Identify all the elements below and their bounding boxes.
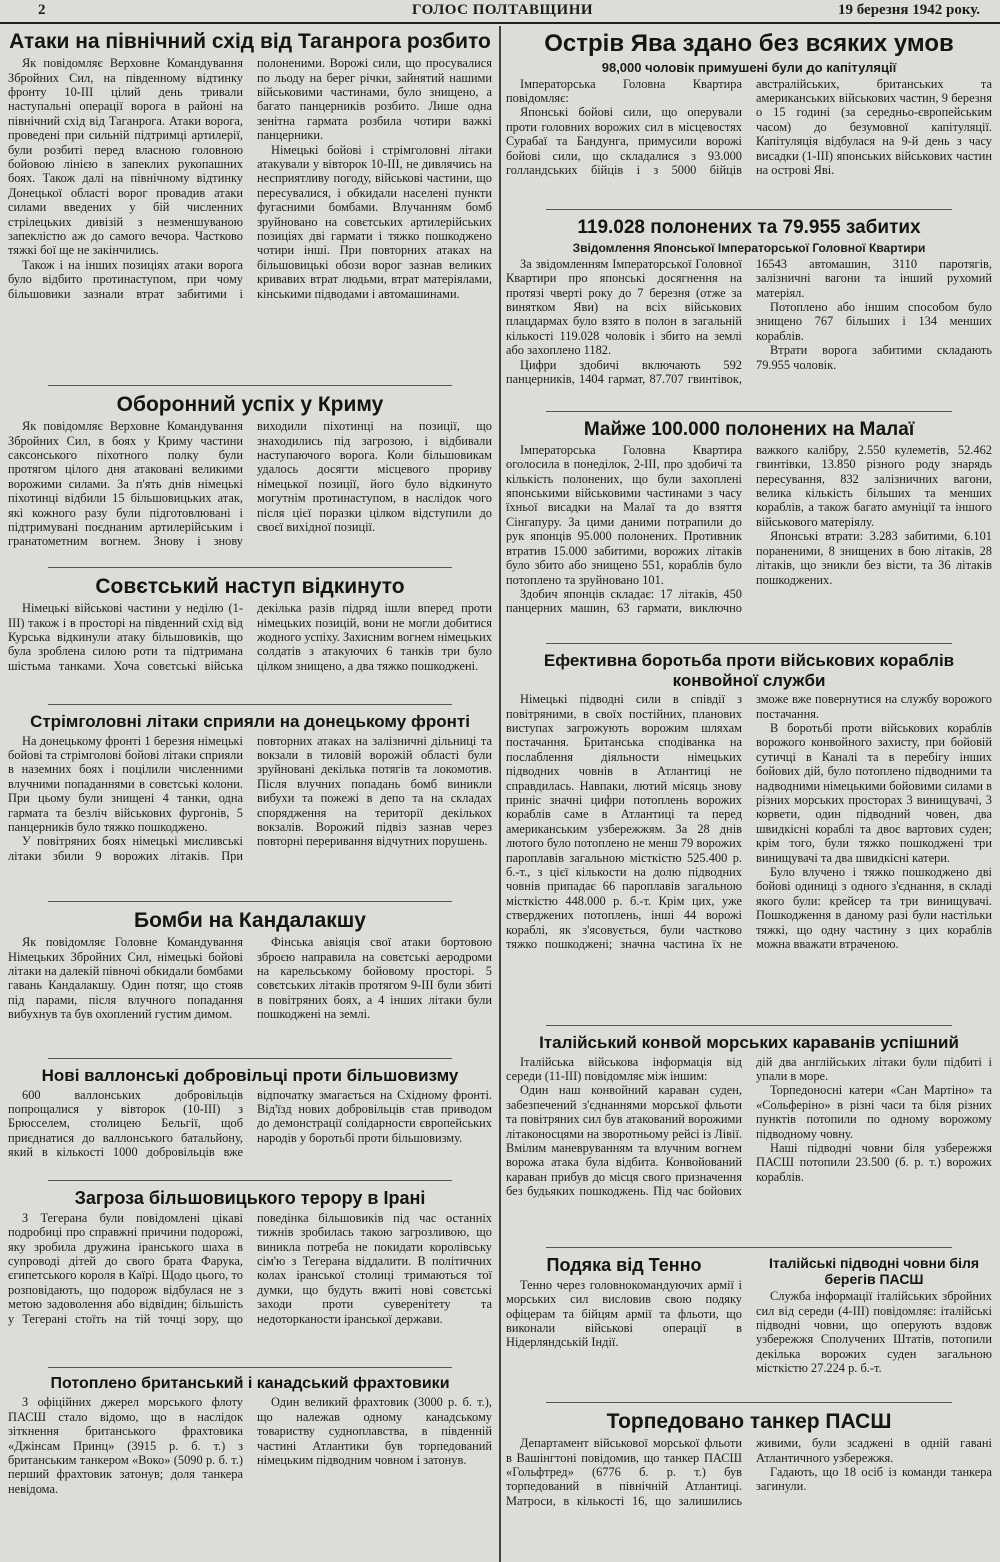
article-headline: Атаки на північний схід від Таганрога розбито (9, 30, 491, 53)
article-body (8, 56, 492, 301)
right-column (506, 26, 992, 1516)
article-separator (546, 1247, 952, 1248)
article-malaya (506, 415, 992, 640)
article-separator (48, 1180, 452, 1181)
newspaper-title: ГОЛОС ПОЛТАВЩИНИ (412, 2, 594, 18)
article-crimea (8, 389, 492, 564)
article-body (506, 1055, 992, 1199)
article-body (8, 935, 492, 1021)
article-java (506, 26, 992, 206)
article-separator (546, 411, 952, 412)
article-paragraph: Потоплено або іншим способом було знищено 767 більших і 134 менших кораблів. (756, 300, 992, 343)
article-paragraph: Один наш конвойний караван суден, забезпечений з'єднаннями морської фльоти та повітряних сил був атакований ворожими літаконосцями на зворотньому рейсі із Лівії. Вмілим маневруванням та влучним вогнем ворожа атака була відбита. Конвойований караван прибув до місця свого призначення без будьяких пошкоджень. Під час бойових дій два англійських літаки були підбиті і упали в море. (506, 1054, 992, 1199)
article-paragraph: Імператорська Головна Квартира оголосила в понеділок, 2-III, про здобичі та кількість полонених, що були захоплені японськими військовими частинами з часу їхньої висадки на Малаї та до взяття Сінгапуру. За цими даними потрапили до рук японців 95.000 полонених. Противник втратив 15.000 забитими, ворожих літаків було збито або знищено 551, кораблів було потоплено та зруйновано 101. (506, 442, 742, 587)
article-body (8, 601, 492, 673)
article-separator (48, 1367, 452, 1368)
article-paragraph: Японські бойові сили, що оперували проти головних ворожих сил в місцевостях Сурабаї та Бандунга, примусили ворожі бойові сили, що складалися з 93.000 голландських бійців і з 5000 бійців австралійських, британських та американських військових частин, 9 березня о 15 годині (за середньо-європейським часом) до безумовної капітуляції. Капітуляція відбулася на 9-й день з часу висадки (1-III) японських військових частин на острові Яві. (506, 76, 992, 178)
article-prisoners (506, 213, 992, 408)
article-paragraph: Фінська авіяція свої атаки бортовою зброєю направила на совєтські аеродроми на карельському бойовому просторі. 5 совєтських літаків протягом 9-III були збиті в повітряних боях, а 4 інших літаки були пошкоджені на землі. (257, 935, 492, 1022)
article-paragraph: 600 валлонських добровільців попрощалися у вівторок (10-III) з Брюсселем, столицею Бельгії, щоб приєднатися до валлонського батальйону, який в кількості 1000 добровільців вже відпочатку змагається на Східному фронті. Від'їзд нових добровільців став приводом до демонстрації солідарности європейських народів у боротьбі проти більшовизму. (8, 1087, 492, 1160)
article-subheadline: Звідомлення Японської Імператорської Головної Квартири (572, 240, 926, 255)
article-separator (546, 209, 952, 210)
article-kursk (8, 571, 492, 701)
page-number: 2 (38, 2, 46, 18)
article-paragraph: Німецькі військові частини у неділю (1-III) також і в просторі на південний схід від Курська відкинули атаку більшовиків, що була зроблена силою роти та підтримана шістьма танками. Хоча совєтські війська декілька разів підряд ішли вперед проти німецьких позицій, вони не могли добитися жодного успіху. Захисним вогнем німецьких солдатів з атакуючих 6 танків три було цілком знищено, а два тяжко пошкоджені. (8, 601, 492, 673)
article-taganrog (8, 26, 492, 382)
article-paragraph: Один великий фрахтовик (3000 р. б. т.), що належав одному канадському товариству судноплавства, в південній частині Атлантики був торпедований німецьким підводним човном і затонув. (257, 1395, 492, 1468)
article-tanker (506, 1406, 992, 1516)
article-paragraph: Як повідомляє Верховне Командування Збройних Сил, на південному відтинку фронту 10-III цілий день тривали наступальні операції ворога в районі на північний схід від Таганрога. Атаки ворога, проведені при сильній підтримці артилерії, були розбиті перед власною головною бойовою лінією в запеклих рукопашних боях. Також далі на північному відтинку Донецької області ворог провадив атаки силами введених у бій численних стрілецьких дивізій з незменшуваною запеклістю аж до самого вечора. Частково тяжкі бої ще не закінчились. (8, 56, 243, 258)
article-iran (8, 1184, 492, 1364)
article-headline: Острів Ява здано без всяких умов (544, 30, 954, 57)
article-headline: Бомби на Кандалакшу (134, 909, 366, 932)
issue-date: 19 березня 1942 року. (838, 2, 981, 18)
article-headline: 119.028 полонених та 79.955 забитих (577, 217, 921, 238)
article-headline: Італійські підводні човни біля берегів ПАСШ (768, 1255, 980, 1288)
article-body (506, 77, 992, 178)
article-body (506, 257, 992, 387)
article-pair (506, 1251, 992, 1399)
article-separator (48, 385, 452, 386)
article-paragraph: Імператорська Головна Квартира повідомляє: (506, 76, 742, 105)
article-body (506, 1436, 992, 1508)
article-paragraph: Також і на інших позиціях атаки ворога було відбито протинаступом, при чому більшовики зазнали втрат забитими і полоненими. Ворожі сили, що просувалися по льоду на берег річки, зайнятий нашими військовими частинами, було знищено, а багато панцерників розбито. Лише одна зенітна гармата розбила чотири важкі панцерники. (8, 56, 492, 301)
article-paragraph: З Тегерана були повідомлені цікаві подробиці про справжні причини подорожі, яку зробила дружина іранського шаха в супроводі дітей до свого брата Фарука, єгипетського короля в Каїрі. Щодо цього, то розповідають, що подорож відбулася не з метою задоволення або відвідин; більшість у Тегерані стоїть на тій точці зору, що поведінка більшовиків під час останніх тижнів зробилась такою загрозливою, що виникла потреба не покидати королівську сім'ю з Тегерана віддалити. В політичних колах іранської столиці тримаються тої думки, що будуть вжиті нові совєтські заходи проти суверенітету та недоторканости іранської держави. (8, 1210, 492, 1326)
article-tenno (506, 1251, 742, 1350)
article-body (8, 1395, 492, 1496)
article-paragraph: Втрати ворога забитими складають 79.955 чоловік. (756, 343, 992, 372)
article-paragraph: За звідомленням Імператорської Головної Квартири про японські досягнення на протязі чверті року до 7 березня (отже за винятком Яви) на всіх військових плацдармах було взято в полон в загальній кількості 119.028 чоловік і збито на землі або захоплено 1182. (506, 256, 742, 358)
article-headline: Нові валлонські добровільці проти більшовизму (41, 1066, 459, 1085)
article-body (506, 1278, 742, 1350)
masthead (0, 0, 1000, 24)
article-paragraph: Німецькі підводні сили в співдії з повітряними, в своїх постійних, планових виступах загрожують ворожим шляхам постачання. Британська сподіванка на послаблення діяльности німецьких підводних човнів в Атлантиці не справдилась. Навпаки, лютий місяць знову приніс значні цифри потоплень ворожих кораблів саме в Атлантиці та перед американським узбережжям. За 28 днів лютого було потоплено не менш 79 ворожих пароплавів загальною місткістю 525.400 р. б.-т., з цієї кількости на долю підводних човнів припадає 66 пароплавів загальною місткістю 448.000 р. б.-т. Крім цих, уже стверджених потоплень, інші 44 ворожі кораблі, як з'ясовується, були частково тяжко пошкоджені; значна частина їх не зможе вже повернутися на службу ворожого постачання. (506, 692, 992, 951)
article-headline: Загроза більшовицького терору в Ірані (74, 1188, 426, 1208)
article-paragraph: Тенно через головнокомандуючих армії і морських сил висловив свою подяку офіцерам та бійцям армії та фльоти, що виконали військові операції в Нідерляндській Індії. (506, 1277, 742, 1350)
article-paragraph: В боротьбі проти військових кораблів ворожого конвойного захисту, при бойовій сутичці в Каналі та в перебігу інших бойових дій, було потоплено підводними та надводними німецькими бойовими силами в різних морських просторах 3 винищувачі, 3 корвети, один підводний човен, два швидкісні кораблі та двоє вартових суден; крім того, були тяжко пошкоджені три винищувачі та два швидкісні катери. (756, 720, 992, 865)
article-paragraph: Як повідомляє Верховне Командування Збройних Сил, в боях у Криму частини саксонського піхотного полку були протягом цілого дня атаковані великими ворожими силами. За п'ять днів німецькі піхотинці відбили 15 більшовицьких атак, які кожного разу були підготовлювані і підтримувані поєднаним артилерійським і гранатометним вогнем. Знову і знову виходили піхотинці на позиції, що знаходились під загрозою, і відбивали наступаючого ворога. Коли більшовикам удалось досягти місцевого прориву німецької позиції, його було відкинуто могутнім протинаступом, в наслідок чого після цієї поразки цілком відступили до своєї вихідної позиції. (8, 419, 492, 549)
article-headline: Оборонний успіх у Криму (116, 393, 384, 416)
article-paragraph: Японські втрати: 3.283 забитими, 6.101 пораненими, 8 знищених в бою літаків, 28 літаків, що зникли без вісти, та 36 літаків пошкоджених. (756, 529, 992, 587)
article-headline: Потоплено британський і канадський фрахтовики (50, 1375, 450, 1392)
article-paragraph: Департамент військової морської фльоти в Вашінгтоні повідомив, що танкер ПАСШ «Гольфтред» (6776 б. р. т.) був торпедований в північній Атлантиці. Матроси, в кількості 16, що залишились живими, були зсаджені в одній гавані Атлантичного узбережжя. (506, 1436, 992, 1508)
article-paragraph: У повітряних боях німецькі мисливські літаки збили 9 ворожих літаків. При повторних атаках на залізничні дільниці та вокзали в тиловій ворожій області були зруйновані декілька потягів та локомотив. Після влучних попадань бомб виникли вибухи та пожежі в депо та на складах спорядження на території декількох вокзалів. Ворожий підвіз зазнав через повторні переривання відчутних порушень. (8, 733, 492, 863)
article-paragraph: Наші підводні човни біля узбережжя ПАСШ потопили 23.500 (б. р. т.) ворожих кораблів. (756, 1140, 992, 1184)
article-subheadline: 98,000 чоловік примушені були до капітуляції (601, 59, 897, 75)
article-headline: Італійський конвой морських караванів успішний (539, 1033, 959, 1052)
article-paragraph: Як повідомляє Головне Командування Німецьких Збройних Сил, німецькі бойові літаки на далекій півночі обкидали бомбами гавань Кандалакшу. Один потяг, що стояв під парами, після влучного попадання вибухнув та був охоплений густим димом. (8, 935, 244, 1022)
article-paragraph: Було влучено і тяжко пошкоджено дві бойові одиниці з одного з'єднання, в складі якого були: крейсер та три винищувачі. Пошкодження в даному разі були настільки тяжкі, що одну частину з цих кораблів можна вважати втраченою. (756, 864, 992, 951)
article-walloon (8, 1062, 492, 1177)
article-italian-convoy (506, 1029, 992, 1244)
left-column (8, 26, 492, 1511)
article-separator (546, 1402, 952, 1403)
article-separator (48, 901, 452, 902)
article-headline: Стрімголовні літаки сприяли на донецькому фронті (30, 712, 470, 731)
article-body (8, 1211, 492, 1326)
article-headline: Майже 100.000 полонених на Малаї (583, 419, 915, 440)
article-body (8, 734, 492, 864)
article-paragraph: З офіційних джерел морського флоту ПАСШ стало відомо, що в наслідок зіткнення британського фрахтовика «Джінсам Принц» (3915 р. б. т.) з британським танкером «Воко» (5090 р. б. т.) перший фрахтовик затонув; доля танкера невідома. (8, 1395, 243, 1496)
article-headline: Ефективна боротьба проти військових кораблів конвойної служби (543, 651, 955, 690)
article-paragraph: Гадають, що 18 осіб із команди танкера загинули. (756, 1464, 992, 1494)
article-body (506, 692, 992, 951)
article-body (8, 1088, 492, 1160)
article-paragraph: Служба інформації італійських збройних сил від середи (4-III) повідомляє: італійські підводні човни, що оперують вздовж узбережжя Сполучених Штатів, потопили декілька ворожих суден загальною місткістю 27.224 р. б.-т. (756, 1289, 992, 1376)
article-separator (546, 643, 952, 644)
article-paragraph: На донецькому фронті 1 березня німецькі бойові та стрімголові бойові літаки сприяли в наземних боях і поцілили численними влучними попаданнями в совєтські колони. При цьому були знищені 4 танки, одна гармата та безліч військових фургонів, 5 панцерників було тяжко пошкоджено. (8, 733, 243, 834)
article-separator (48, 1058, 452, 1059)
article-paragraph: Італійська військова інформація від середи (11-III) повідомляє між іншим: (506, 1054, 742, 1083)
article-freighters (8, 1371, 492, 1511)
article-paragraph: Німецькі бойові і стрімголовні літаки атакували у вівторок 10-III, не дивлячись на несприятливу погоду, військові частини, що пересувалися, і обкидали населені пункти фугасними бомбами. Влучанням бомб зруйновано на совєтських артилерійських позиціях дві гармати і тяжко пошкоджено чотири інші. При повторних атаках на більшовицькі обози ворог зазнав великих кривавих втрат людьми, втрат матеріялами, кінськими підводами і автомашинами. (257, 142, 492, 301)
article-separator (48, 704, 452, 705)
article-headline: Подяка від Тенно (546, 1255, 702, 1275)
article-paragraph: Здобич японців складає: 17 літаків, 450 панцерних машин, 63 гармати, виключно важкого калібру, 2.550 кулеметів, 52.462 гвинтівки, 13.850 різного роду знарядь пересування, 832 залізничних вагони, велика кількість більших та менших кораблів, а також багато амуніції та іншого військового матеріялу. (506, 442, 992, 616)
article-donets (8, 708, 492, 898)
article-body (8, 419, 492, 549)
article-paragraph: Цифри здобичі включають 592 панцерників, 1404 гармат, 87.707 гвинтівок, 16543 автомашин, 3110 паротягів, залізничні вагони та інший рухомий матеріял. (506, 256, 992, 387)
article-body (506, 443, 992, 616)
article-paragraph: Торпедоносні катери «Сан Мартіно» та «Сольферіно» в різні часи та біля різних пунктів потопили по одному ворожому підводному човну. (756, 1083, 992, 1141)
article-kandalaksha (8, 905, 492, 1055)
article-separator (48, 567, 452, 568)
article-body (756, 1289, 992, 1375)
article-headline: Совєтський наступ відкинуто (95, 575, 405, 598)
article-convoy-ships (506, 647, 992, 1022)
article-separator (546, 1025, 952, 1026)
article-italian-submarines (756, 1251, 992, 1376)
article-headline: Торпедовано танкер ПАСШ (606, 1410, 892, 1433)
column-divider (499, 26, 501, 1562)
